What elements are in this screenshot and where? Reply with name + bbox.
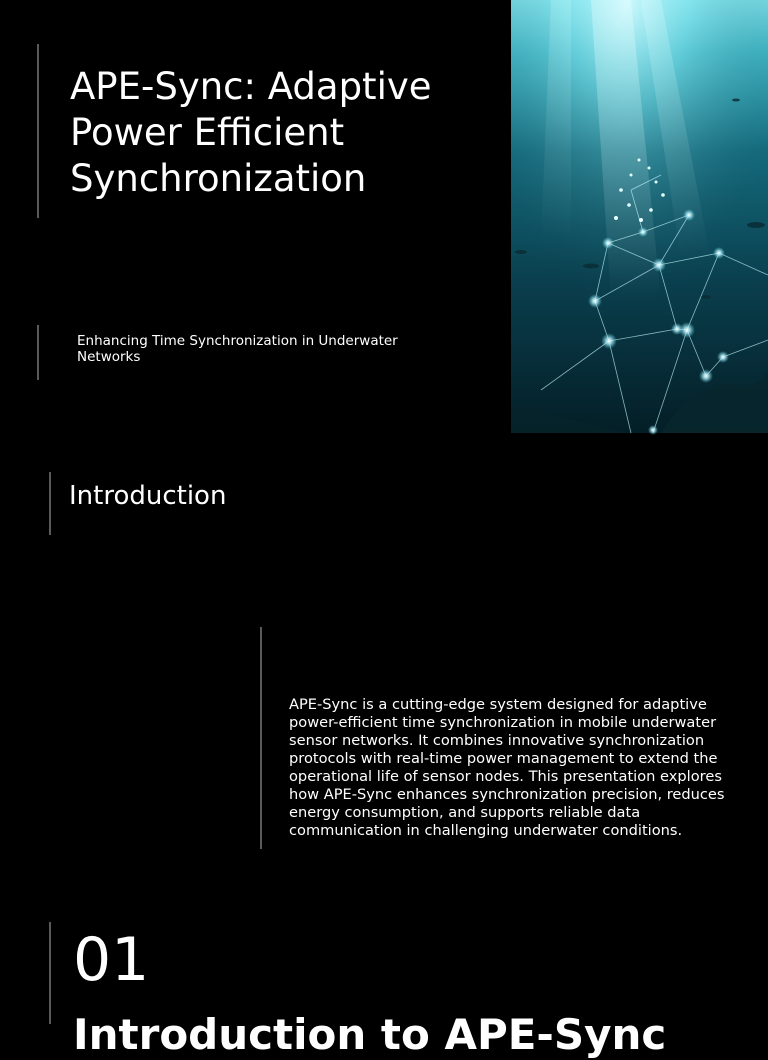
slide-title: APE-Sync: Adaptive Power Efficient Synchronization	[70, 65, 432, 200]
title-divider	[37, 44, 39, 218]
section-divider	[49, 922, 51, 1024]
subtitle-divider	[37, 325, 39, 380]
section-heading: Introduction to APE-Sync	[73, 1010, 667, 1059]
introduction-body: APE-Sync is a cutting-edge system designed for adaptive power-efficient time synchronization in mobile underwater sensor networks. It combines innovative synchronization protocols with real-time power management to extend the operational life of sensor nodes. This presentation explores how APE-Sync enhances synchronization precision, reduces energy consumption, and supports reliable data communication in challenging underwater conditions.	[289, 696, 725, 839]
section-number: 01	[73, 925, 150, 995]
introduction-body-divider	[260, 627, 262, 849]
slide-subtitle: Enhancing Time Synchronization in Underwater Networks	[77, 333, 398, 365]
introduction-heading: Introduction	[69, 481, 227, 511]
introduction-divider	[49, 472, 51, 535]
underwater-sensor-network-image	[511, 0, 768, 433]
